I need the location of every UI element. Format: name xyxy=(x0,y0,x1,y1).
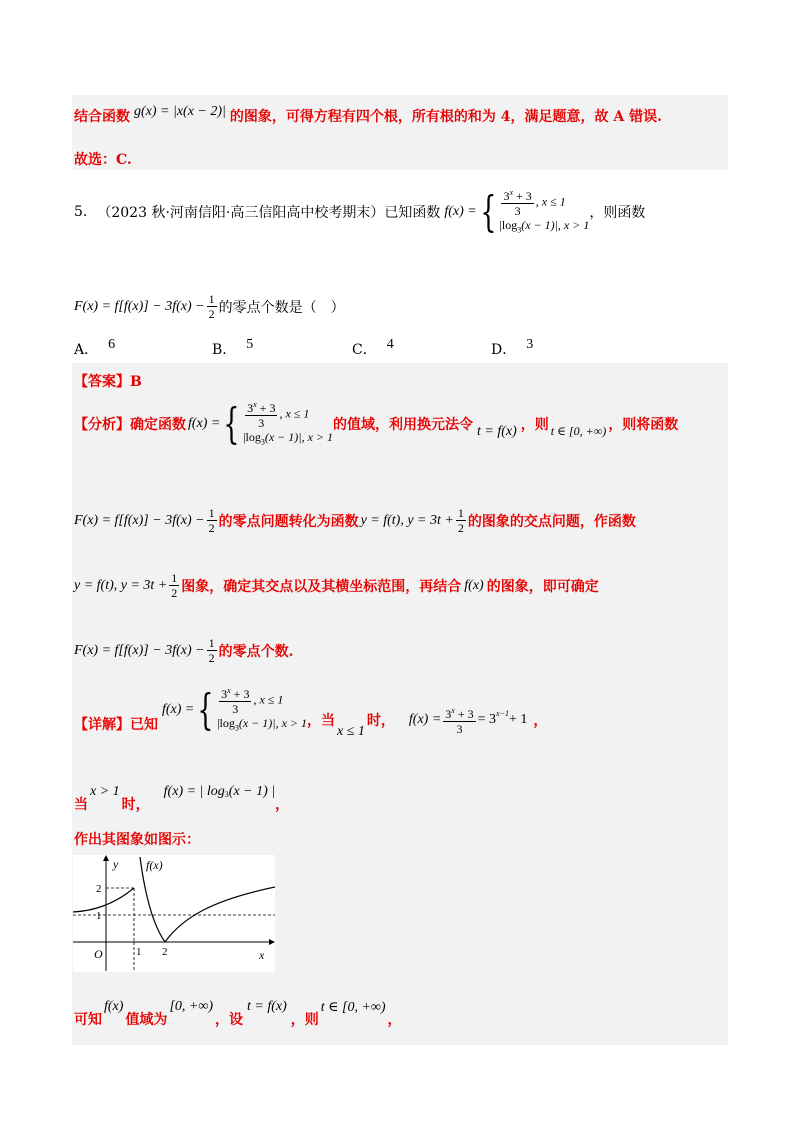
question-source: （2023 秋·河南信阳·高三信阳高中校考期末）已知函数 xyxy=(97,204,441,221)
question-5-line-2 xyxy=(74,292,345,321)
brace-icon: { xyxy=(480,186,497,236)
analysis-line-1: 【分析】确定函数 f(x) = { $\frac{3^x + 3}{3}$ , x ≤ 1 $|\log_3(x - 1)|$, x > 1 的值域，利用换元法令 t = f(x) ，则 t ∈ [0, +∞) ，则将函数 xyxy=(74,398,679,448)
case-2: $|\log_3(x - 1)|$, x > 1 xyxy=(499,218,590,235)
question-number: 5. xyxy=(74,203,88,220)
analysis-line-3: y = f(t), y = 3t + $\frac{1}{2}$ 图象，确定其交点以及其横坐标范围，再结合 f(x) 的图象，即可确定 xyxy=(74,571,599,600)
text-segment: 的图象，可得方程有四个根，所有根的和为 4，满足题意，故 A 错误. xyxy=(229,109,662,125)
analysis-line-2: F(x) = f[f(x)] − 3f(x) − $\frac{1}{2}$ 的零点问题转化为函数 y = f(t), y = 3t + $\frac{1}{2}$ 的图象的交点问题，作函数 xyxy=(74,506,636,535)
y-axis-label: y xyxy=(113,857,119,871)
function-label: f(x) xyxy=(146,858,163,872)
function-graph xyxy=(73,855,275,972)
y-tick-1: 1 xyxy=(96,910,102,922)
math-f: f(x) = xyxy=(444,203,477,219)
case-1: $\frac{3^x + 3}{3}$ , x ≤ 1 xyxy=(503,188,566,218)
detail-line-2: 当 x > 1 时， f(x) = | log $_3$ (x − 1) | ， xyxy=(74,784,290,813)
x-axis-label: x xyxy=(259,948,265,962)
graph-background xyxy=(73,855,275,972)
top-line-1 xyxy=(74,106,662,126)
option-a[interactable]: A． 6 xyxy=(74,337,116,358)
x-tick-2: 2 xyxy=(162,946,168,958)
text-segment: ，则函数 xyxy=(589,204,646,221)
x-tick-1: 1 xyxy=(136,946,142,958)
detail-line-1: 【详解】已知 f(x) = { $\frac{3^x + 3}{3}$ , x ≤ 1 $|\log_3(x - 1)|$, x > 1 ，当 x ≤ 1 时， f(x) = $\frac{3^x + 3}{3}$ = 3 $^{x-1}$ + 1 ， xyxy=(74,684,548,739)
option-b[interactable]: B． 5 xyxy=(212,337,254,358)
fraction-half: $\frac{1}{2}$ xyxy=(208,292,215,321)
analysis-line-4: F(x) = f[f(x)] − 3f(x) − $\frac{1}{2}$ 的零点个数. xyxy=(74,636,294,665)
math-g: g(x) = |x(x − 2)| xyxy=(134,104,226,119)
option-c[interactable]: C． 4 xyxy=(352,337,394,358)
graph-caption: 作出其图象如图示： xyxy=(74,832,200,848)
conclusion-line: 可知 f(x) 值域为 [0, +∞) ，设 t = f(x) ，则 t ∈ [0, +∞) ， xyxy=(74,999,402,1028)
top-line-2: 故选：C. xyxy=(74,152,132,168)
origin-label: O xyxy=(94,947,103,961)
y-tick-2: 2 xyxy=(96,883,102,895)
text-segment: 的零点个数是（ ） xyxy=(218,299,345,316)
text-segment: 结合函数 xyxy=(74,109,130,125)
math-F: F(x) = f[f(x)] − 3f(x) − xyxy=(74,298,205,314)
answer-label: 【答案】B xyxy=(74,374,142,390)
piecewise-f xyxy=(444,186,589,237)
cases xyxy=(499,186,589,237)
question-5-line-1 xyxy=(74,186,645,237)
option-d[interactable]: D． 3 xyxy=(491,337,534,358)
